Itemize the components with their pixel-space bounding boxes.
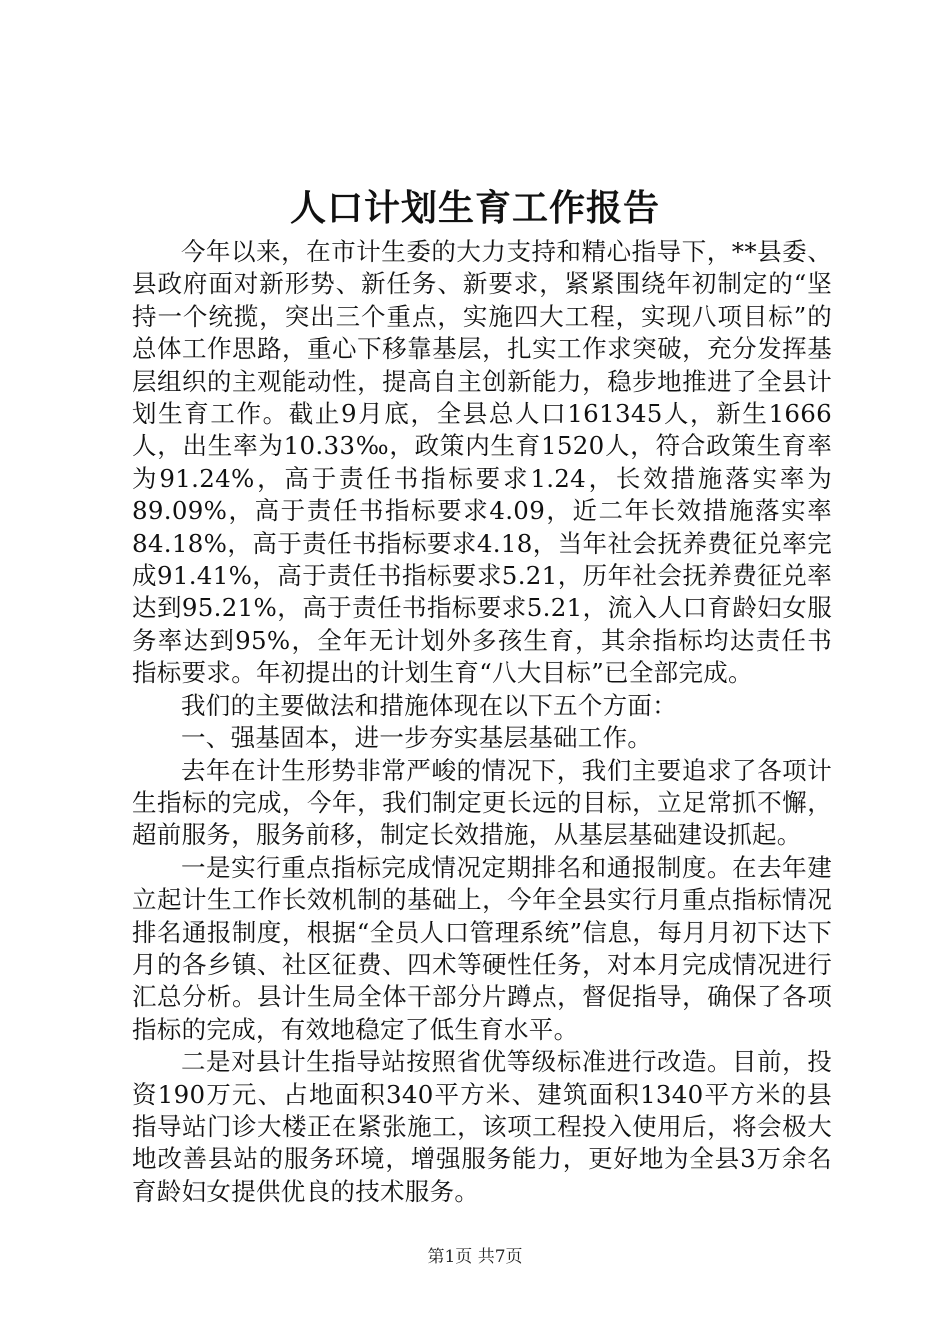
paragraph-point-2: 二是对县计生指导站按照省优等级标准进行改造。目前，投资190万元、占地面积340平方米、建筑面积1340平方米的县指导站门诊大楼正在紧张施工，该项工程投入使用后，将会极大地改善县站的服务环境，增强服务能力，更好地为全县3万余名育龄妇女提供优良的技术服务。 (132, 1047, 832, 1206)
page-number: 第1页 共7页 (427, 1247, 523, 1267)
paragraph-measures-intro: 我们的主要做法和措施体现在以下五个方面： (181, 690, 677, 720)
paragraph-point-1: 一是实行重点指标完成情况定期排名和通报制度。在去年建立起计生工作长效机制的基础上，今年全县实行月重点指标情况排名通报制度，根据“全员人口管理系统”信息，每月月初下达下月的各乡镇、社区征费、四术等硬性任务，对本月完成情况进行汇总分析。县计生局全体干部分片蹲点，督促指导，确保了各项指标的完成，有效地稳定了低生育水平。 (132, 852, 832, 1044)
paragraph-intro: 今年以来，在市计生委的大力支持和精心指导下，**县委、县政府面对新形势、新任务、新要求，紧紧围绕年初制定的“坚持一个统揽，突出三个重点，实施四大工程，实现八项目标”的总体工作思路，重心下移靠基层，扎实工作求突破，充分发挥基层组织的主观能动性，提高自主创新能力，稳步地推进了全县计划生育工作。截止9月底，全县总人口161345人，新生1666人，出生率为10.33‰，政策内生育1520人，符合政策生育率为91.24%，高于责任书指标要求1.24，长效措施落实率为89.09%，高于责任书指标要求4.09，近二年长效措施落实率84.18%，高于责任书指标要求4.18，当年社会抚养费征兑率完成91.41%，高于责任书指标要求5.21，历年社会抚养费征兑率达到95.21%，高于责任书指标要求5.21，流入人口育龄妇女服务率达到95%，全年无计划外多孩生育，其余指标均达责任书指标要求。年初提出的计划生育“八大目标”已全部完成。 (132, 237, 833, 688)
paragraph-section-1: 去年在计生形势非常严峻的情况下，我们主要追求了各项计生指标的完成，今年，我们制定更长远的目标，立足常抓不懈，超前服务，服务前移，制定长效措施，从基层基础建设抓起。 (132, 755, 832, 850)
section-heading-1: 一、强基固本，进一步夯实基层基础工作。 (181, 723, 653, 753)
document-body (132, 236, 832, 1208)
document-title: 人口计划生育工作报告 (289, 187, 660, 229)
